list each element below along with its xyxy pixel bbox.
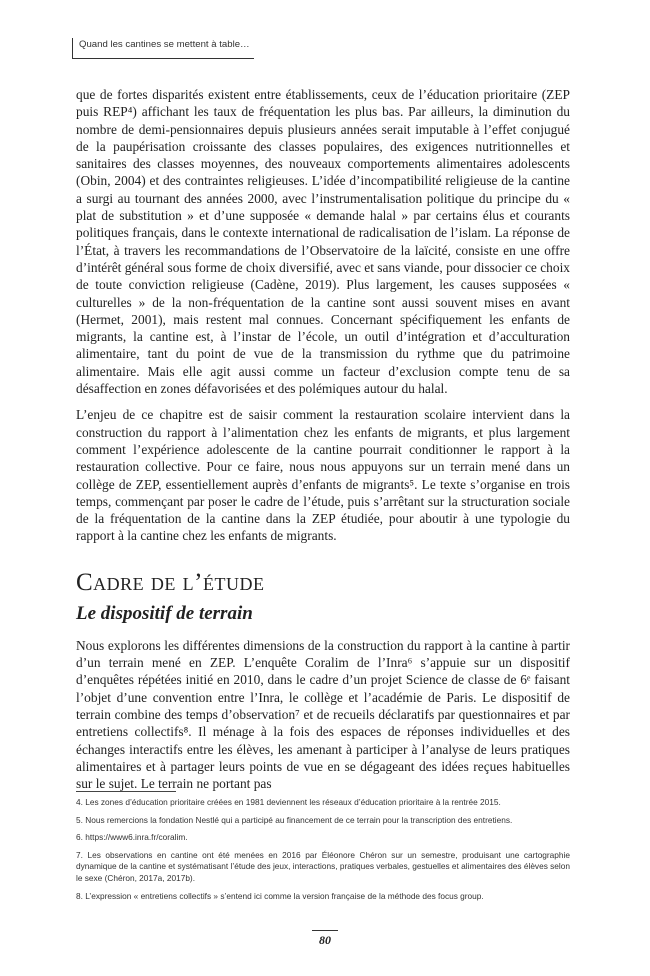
section-title: Cadre de l’étude xyxy=(76,568,265,596)
page-number: 80 xyxy=(312,930,338,948)
page-body xyxy=(76,86,570,792)
footnote-5: 5. Nous remercions la fondation Nestlé qui a participé au financement de ce terrain pour la transcription des entretiens. xyxy=(76,814,513,825)
page-number-container xyxy=(0,930,650,949)
footnote-8: 8. L’expression « entretiens collectifs » s’entend ici comme la version française de la méthode des focus group. xyxy=(76,890,484,901)
footnote-separator xyxy=(76,791,176,792)
paragraph-1: que de fortes disparités existent entre établissements, ceux de l’éducation prioritaire (ZEP puis REP⁴) affichant les taux de fréquentation les plus bas. Par ailleurs, la diminution du nombre de demi-pensionnaires depuis plusieurs années serait imputable à l’effet conjugué de la paupérisation croissante des classes populaires, des exigences nutritionnelles et sanitaires des classes moyennes, des nouveaux comportements alimentaires adolescents (Obin, 2004) et des contraintes religieuses. L’idée d’incompatibilité religieuse de la cantine a surgi au tournant des années 2000, avec l’instrumentalisation politique du principe du « plat de substitution » et d’une supposée « demande halal » par certains élus et courants politiques français, dans le contexte international de radicalisation de l’islam. La réponse de l’État, à travers les recommandations de l’Observatoire de la laïcité, consiste en une offre d’intérêt général sous forme de choix diversifié, avec et sans viande, pour dissocier ce choix de toute conviction religieuse (Cadène, 2019). Plus largement, les causes supposées « culturelles » de la non-fréquentation de la cantine sont aussi souvent mises en avant (Hermet, 2001), mais restent mal connues. Concernant spécifiquement les enfants de migrants, la cantine est, à l’instar de l’école, un outil d’intégration et d’acculturation alimentaire, tant du point de vue de la transmission du rythme que du patrimoine alimentaire. Mais elle agit aussi comme un facteur d’exclusion compte tenu de sa désaffection en zones défavorisées et des polémiques autour du halal. xyxy=(76,87,570,397)
paragraph-2: L’enjeu de ce chapitre est de saisir comment la restauration scolaire intervient dans la construction du rapport à l’alimentation chez les enfants de migrants, et plus largement comment l’expérience adolescente de la cantine pourrait conditionner le rapport à la restauration collective. Pour ce faire, nous nous appuyons sur un terrain mené dans un collège de ZEP, essentiellement auprès d’enfants de migrants⁵. Le texte s’organise en trois temps, commençant par poser le cadre de l’étude, puis s’arrêtant sur la structuration sociale de la fréquentation de la cantine dans la ZEP étudiée, pour aboutir à une typologie du rapport à la cantine chez les enfants de migrants. xyxy=(76,407,570,544)
footnote-6: 6. https://www6.inra.fr/coralim. xyxy=(76,832,188,843)
paragraph-3: Nous explorons les différentes dimensions de la construction du rapport à la cantine à partir d’un terrain mené en ZEP. L’enquête Coralim de l’Inra⁶ s’appuie sur un dispositif d’enquêtes répétées initié en 2010, dans le cadre d’un projet Science de classe de 6ᵉ faisant l’objet d’une convention entre l’Inra, le collège et l’académie de Paris. Le dispositif de terrain combine des temps d’observation⁷ et de recueils déclaratifs par questionnaires et par entretiens collectifs⁸. Il ménage à la fois des espaces de réponses individuelles et des échanges interactifs entre les élèves, les amenant à participer à l’analyse de leurs pratiques alimentaires et à partager leurs points de vue en se dégageant des idées reçues habituelles sur le sujet. Le terrain ne portant pas xyxy=(76,637,570,792)
footnote-7: 7. Les observations en cantine ont été menées en 2016 par Éléonore Chéron sur un semestre, produisant une cartographie dynamique de la cantine et systématisant l’étude des jeux, interactions, pratiques verbales, gestuelles et alimentaires des élèves selon le sexe (Chéron, 2017a, 2017b). xyxy=(76,849,570,883)
subsection-title: Le dispositif de terrain xyxy=(76,602,253,624)
footnotes xyxy=(76,797,570,908)
running-header: Quand les cantines se mettent à table… xyxy=(72,38,254,59)
footnote-4: 4. Les zones d’éducation prioritaire créées en 1981 deviennent les réseaux d’éducation prioritaire à la rentrée 2015. xyxy=(76,797,501,807)
